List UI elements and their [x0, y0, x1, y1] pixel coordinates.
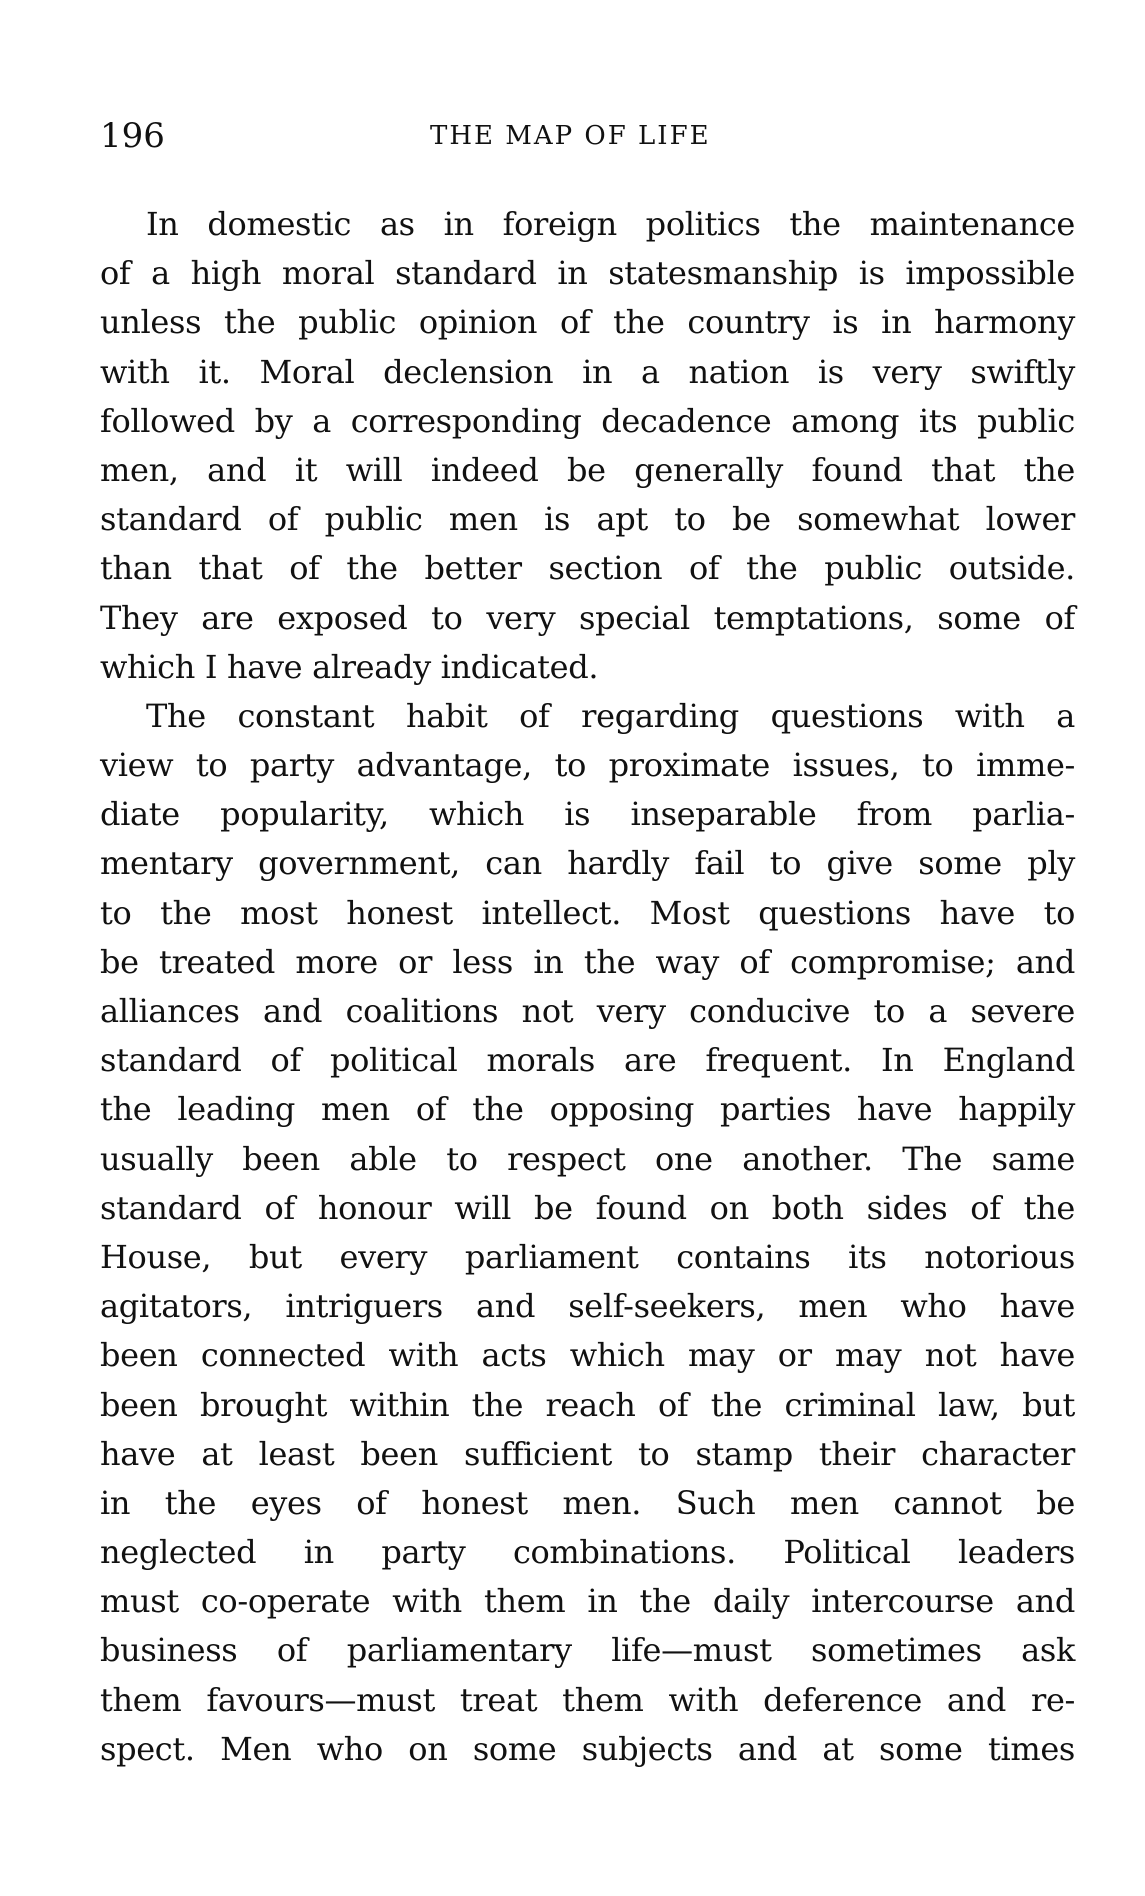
- text-line: in the eyes of honest men. Such men cannot be: [100, 1483, 1075, 1522]
- text-line: standard of political morals are frequent. In England: [100, 1041, 1075, 1080]
- text-line: men, and it will indeed be generally found that the: [100, 450, 1075, 489]
- text-line: have at least been sufficient to stamp their character: [100, 1434, 1075, 1473]
- text-line: to the most honest intellect. Most questions have to: [100, 893, 1075, 932]
- text-line: than that of the better section of the public outside.: [100, 549, 1075, 588]
- text-line: mentary government, can hardly fail to give some ply: [100, 844, 1075, 883]
- text-line: the leading men of the opposing parties have happily: [100, 1090, 1075, 1129]
- text-line: usually been able to respect one another. The same: [100, 1139, 1075, 1178]
- page-number: 196: [100, 116, 165, 156]
- text-line: of a high moral standard in statesmanship is impossible: [100, 254, 1075, 293]
- text-line: agitators, intriguers and self-seekers, men who have: [100, 1287, 1075, 1326]
- text-line: House, but every parliament contains its notorious: [100, 1237, 1075, 1276]
- body-text: [100, 200, 1075, 1774]
- text-line: which I have already indicated.: [100, 647, 599, 686]
- page-header: [100, 112, 1070, 160]
- text-line: alliances and coalitions not very conducive to a severe: [100, 992, 1075, 1030]
- text-line: They are exposed to very special temptations, some of: [100, 598, 1075, 637]
- text-line: been connected with acts which may or may not have: [100, 1336, 1075, 1375]
- running-head: THE MAP OF LIFE: [430, 121, 711, 151]
- paragraph-1: [100, 200, 1075, 692]
- text-line: must co-operate with them in the daily intercourse and: [100, 1582, 1075, 1621]
- text-line: The constant habit of regarding questions with a: [146, 696, 1075, 735]
- text-line: them favours—must treat them with deference and re-: [100, 1680, 1075, 1719]
- text-line: standard of honour will be found on both sides of the: [100, 1188, 1075, 1227]
- text-line: spect. Men who on some subjects and at some times: [100, 1729, 1075, 1768]
- text-line: unless the public opinion of the country is in harmony: [100, 303, 1075, 342]
- text-line: be treated more or less in the way of compromise; and: [100, 942, 1075, 981]
- text-line: neglected in party combinations. Political leaders: [100, 1533, 1075, 1572]
- text-line: business of parliamentary life—must sometimes ask: [100, 1631, 1075, 1670]
- text-line: diate popularity, which is inseparable from parlia-: [100, 795, 1075, 834]
- paragraph-2: [100, 692, 1075, 1774]
- text-line: standard of public men is apt to be somewhat lower: [100, 500, 1075, 539]
- text-line: view to party advantage, to proximate issues, to imme-: [100, 746, 1075, 785]
- text-line: with it. Moral declension in a nation is very swiftly: [100, 352, 1075, 391]
- text-line: followed by a corresponding decadence among its public: [100, 401, 1075, 440]
- text-line: been brought within the reach of the criminal law, but: [100, 1385, 1075, 1424]
- text-line: In domestic as in foreign politics the maintenance: [146, 205, 1075, 243]
